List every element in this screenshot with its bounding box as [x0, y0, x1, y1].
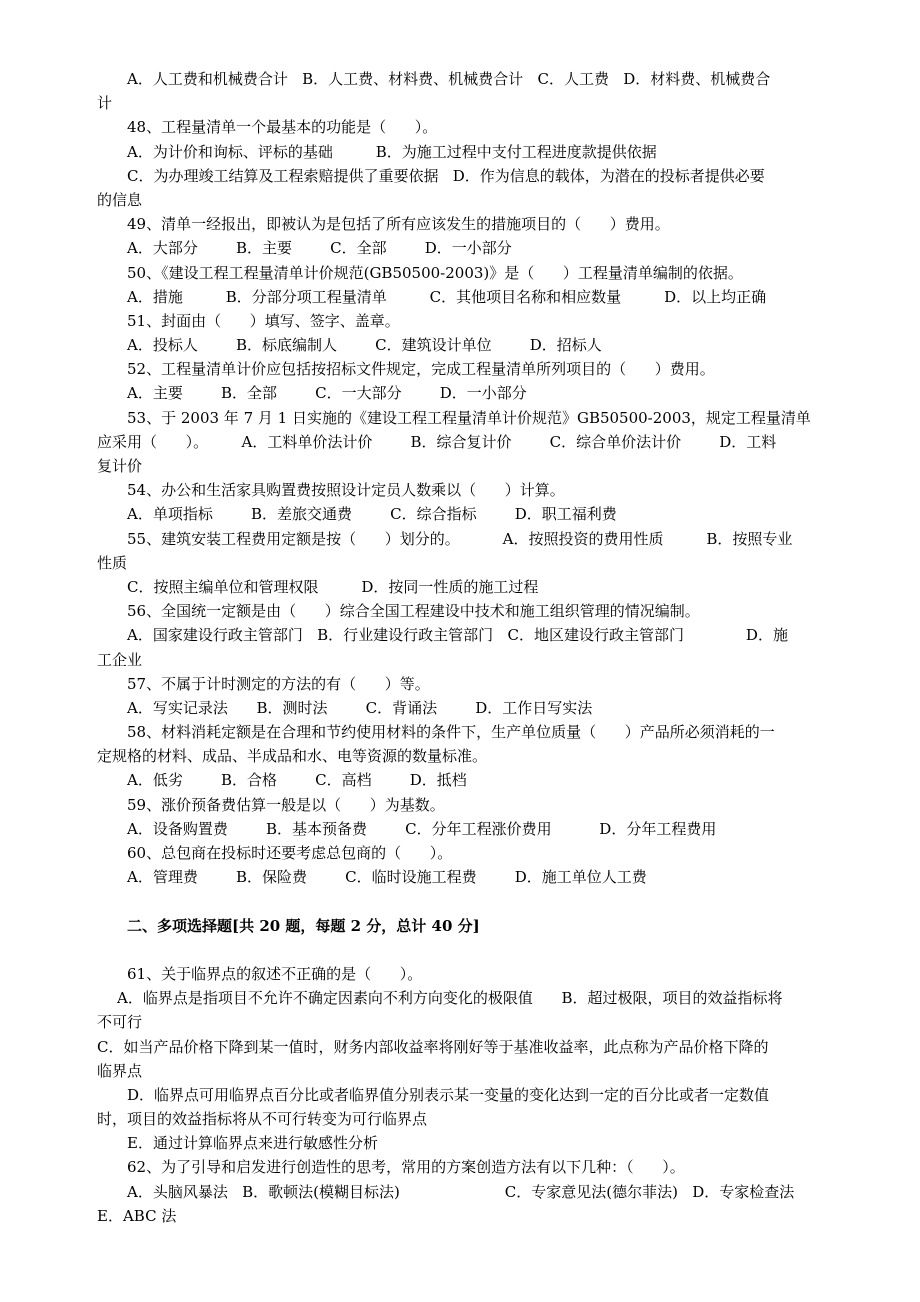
text-line: A．措施 B．分部分项工程量清单 C．其他项目名称和相应数量 D．以上均正确 — [127, 287, 767, 306]
text-line: A．为计价和询标、评标的基础 B．为施工过程中支付工程进度款提供依据 — [127, 142, 657, 161]
single-choice-questions — [97, 67, 825, 889]
text-line: 51、封面由（ ）填写、签字、盖章。 — [127, 311, 400, 330]
text-line: 50、《建设工程工程量清单计价规范(GB50500-2003)》是（ ）工程量清单编制的依据。 — [127, 263, 743, 282]
text-line: 54、办公和生活家具购置费按照设计定员人数乘以（ ）计算。 — [127, 481, 565, 500]
text-line: 60、总包商在投标时还要考虑总包商的（ ）。 — [127, 844, 453, 862]
text-line: 的信息 — [97, 190, 143, 209]
text-line: 55、建筑安装工程费用定额是按（ ）划分的。 A．按照投资的费用性质 B．按照专业 — [127, 529, 793, 548]
text-line: 58、材料消耗定额是在合理和节约使用材料的条件下，生产单位质量（ ）产品所必须消耗的一 — [127, 723, 775, 742]
text-line: 应采用（ ）。 A．工料单价法计价 B．综合复计价 C．综合单价法计价 D．工料 — [97, 432, 777, 451]
text-line: A．投标人 B．标底编制人 C．建筑设计单位 D．招标人 — [127, 336, 602, 355]
text-line: C．如当产品价格下降到某一值时，财务内部收益率将刚好等于基准收益率，此点称为产品价格下降的 — [97, 1037, 769, 1056]
text-line: 61、关于临界点的叙述不正确的是（ ）。 — [127, 964, 423, 983]
text-line: 53、于 2003 年 7 月 1 日实施的《建设工程工程量清单计价规范》GB50500-2003，规定工程量清单 — [127, 408, 811, 427]
text-line: A．主要 B．全部 C．一大部分 D．一小部分 — [127, 384, 527, 403]
text-line: 52、工程量清单计价应包括按招标文件规定，完成工程量清单所列项目的（ ）费用。 — [127, 360, 715, 379]
text-line: C．为办理竣工结算及工程索赔提供了重要依据 D．作为信息的载体，为潜在的投标者提供必要 — [127, 166, 765, 185]
text-line: A．低劣 B．合格 C．高档 D．抵档 — [127, 771, 467, 790]
text-line: 62、为了引导和启发进行创造性的思考，常用的方案创造方法有以下几种：（ ）。 — [127, 1158, 685, 1177]
text-line: 工企业 — [97, 650, 143, 669]
text-line: 时，项目的效益指标将从不可行转变为可行临界点 — [97, 1110, 428, 1129]
text-line: A．头脑风暴法 B．歌顿法(模糊目标法) C．专家意见法(德尔菲法) D．专家检查法 — [127, 1182, 795, 1201]
text-line: 56、全国统一定额是由（ ）综合全国工程建设中技术和施工组织管理的情况编制。 — [127, 602, 700, 621]
text-line: 不可行 — [97, 1013, 143, 1032]
spacer — [97, 938, 825, 962]
multiple-choice-questions — [97, 962, 825, 1228]
text-line: A．人工费和机械费合计 B．人工费、材料费、机械费合计 C．人工费 D．材料费、机械费合 — [127, 70, 771, 88]
text-line: C．按照主编单位和管理权限 D．按同一性质的施工过程 — [127, 577, 539, 596]
text-line: 临界点 — [97, 1061, 143, 1080]
text-line: A．国家建设行政主管部门 B．行业建设行政主管部门 C．地区建设行政主管部门 D．施 — [127, 626, 788, 645]
text-line: A．管理费 B．保险费 C．临时设施工程费 D．施工单位人工费 — [127, 868, 647, 887]
text-line: A．大部分 B．主要 C．全部 D．一小部分 — [127, 239, 512, 258]
text-line: 计 — [97, 94, 113, 113]
question-content — [97, 67, 825, 1228]
text-line: 57、不属于计时测定的方法的有（ ）等。 — [127, 674, 430, 693]
text-line: E．ABC 法 — [97, 1206, 177, 1225]
text-line: 定规格的材料、成品、半成品和水、电等资源的数量标准。 — [97, 747, 488, 766]
text-line: 性质 — [97, 553, 128, 572]
text-line: 复计价 — [97, 457, 143, 475]
text-line: 59、涨价预备费估算一般是以（ ）为基数。 — [127, 795, 445, 814]
text-line: A．临界点是指项目不允许不确定因素向不利方向变化的极限值 B．超过极限，项目的效益指标将 — [117, 989, 783, 1008]
section-heading: 二、多项选择题[共 20 题，每题 2 分，总计 40 分] — [127, 916, 480, 935]
text-line: 49、清单一经报出，即被认为是包括了所有应该发生的措施项目的（ ）费用。 — [127, 215, 670, 234]
text-line: A．单项指标 B．差旅交通费 C．综合指标 D．职工福利费 — [127, 505, 617, 524]
spacer — [97, 889, 825, 913]
text-line: A．写实记录法 B．测时法 C．背诵法 D．工作日写实法 — [127, 698, 593, 717]
text-line: 48、工程量清单一个最基本的功能是（ ）。 — [127, 118, 438, 137]
text-line: D．临界点可用临界点百分比或者临界值分别表示某一变量的变化达到一定的百分比或者一定数值 — [127, 1085, 770, 1104]
text-line: E．通过计算临界点来进行敏感性分析 — [127, 1134, 378, 1153]
text-line: A．设备购置费 B．基本预备费 C．分年工程涨价费用 D．分年工程费用 — [127, 819, 717, 838]
